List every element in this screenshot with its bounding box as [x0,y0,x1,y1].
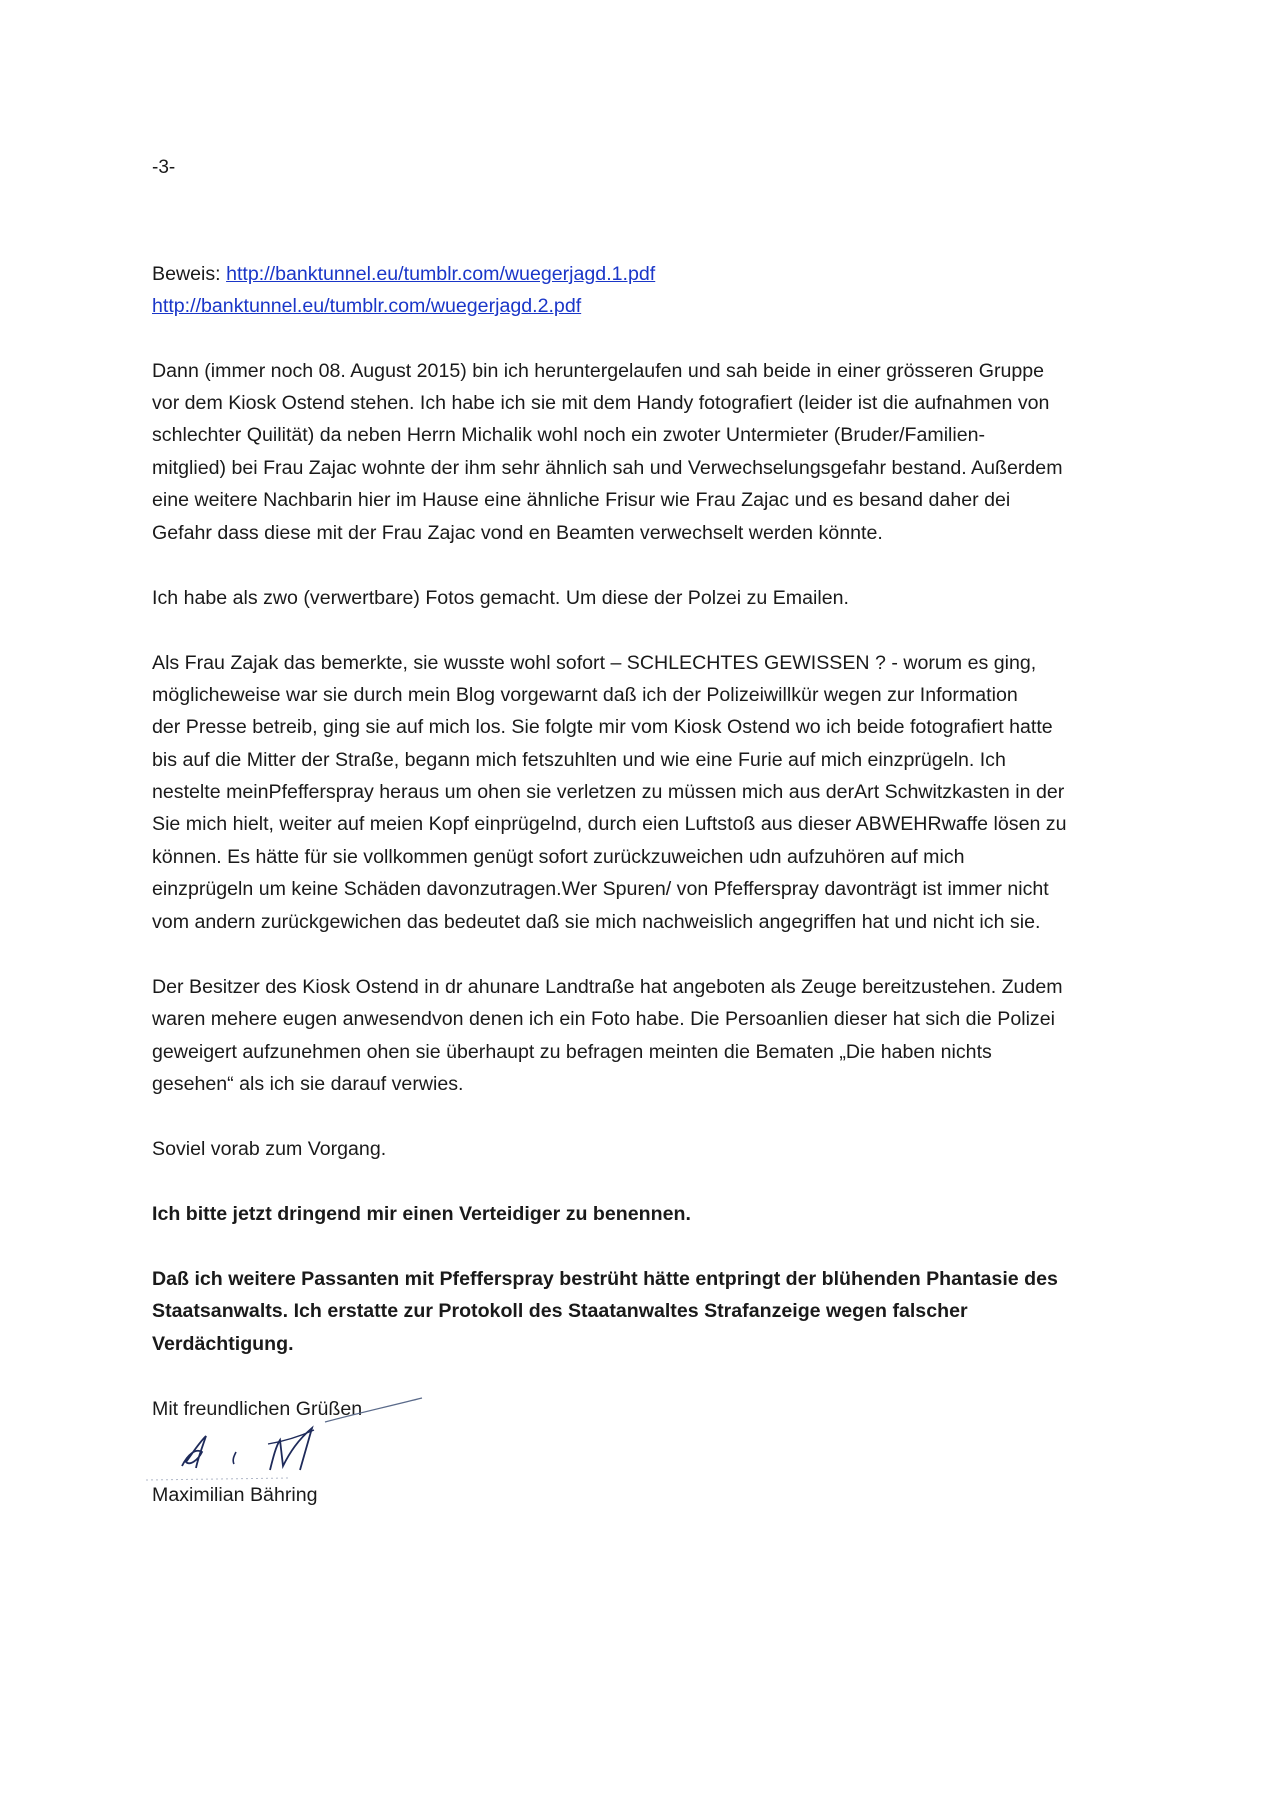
evidence-link-1[interactable]: http://banktunnel.eu/tumblr.com/wuegerjagd.1.pdf [226,263,656,285]
paragraph-line: Gefahr dass diese mit der Frau Zajac vond en Beamten verwechselt werden könnte. [152,522,883,544]
paragraph-line: möglicheweise war sie durch mein Blog vorgewarnt daß ich der Polizeiwillkür wegen zur Information [152,684,1018,706]
evidence-link-2[interactable]: http://banktunnel.eu/tumblr.com/wuegerjagd.2.pdf [152,295,582,317]
paragraph-line: Als Frau Zajak das bemerkte, sie wusste wohl sofort – SCHLECHTES GEWISSEN ? - worum es ging, [152,652,1037,674]
paragraph-line: können. Es hätte für sie vollkommen genügt sofort zurückzuweichen udn aufzuhören auf mich [152,846,965,868]
signature-name: Maximilian Bähring [152,1484,318,1506]
paragraph-line: schlechter Quilität) da neben Herrn Michalik wohl noch ein zwoter Untermieter (Bruder/Familien- [152,424,986,446]
paragraph-line: waren mehere eugen anwesendvon denen ich ein Foto habe. Die Persoanlien dieser hat sich die Polizei [152,1008,1055,1030]
paragraph-line: einzprügeln um keine Schäden davonzutragen.Wer Spuren/ von Pfefferspray davonträgt ist immer nicht [152,878,1049,900]
paragraph-line: der Presse betreib, ging sie auf mich los. Sie folgte mir vom Kiosk Ostend wo ich beide fotografiert hatte [152,716,1053,738]
evidence-line [152,262,655,286]
paragraph-line: Soviel vorab zum Vorgang. [152,1138,387,1160]
paragraph-line: Der Besitzer des Kiosk Ostend in dr ahunare Landtraße hat angeboten als Zeuge bereitzustehen. Zudem [152,976,1063,998]
closing-greeting: Mit freundlichen Grüßen [152,1398,363,1420]
page-number: -3- [152,157,176,178]
paragraph-line: eine weitere Nachbarin hier im Hause eine ähnliche Frisur wie Frau Zajac und es besand daher dei [152,489,1011,511]
paragraph-line: geweigert aufzunehmen ohen sie überhaupt zu befragen meinten die Bematen „Die haben nichts [152,1041,992,1063]
paragraph-line: nestelte meinPfefferspray heraus um ohen sie verletzen zu müssen mich aus derArt Schwitzkasten in der [152,781,1065,803]
evidence-line [152,294,581,318]
paragraph-line: vor dem Kiosk Ostend stehen. Ich habe ich sie mit dem Handy fotografiert (leider ist die aufnahmen von [152,392,1050,414]
paragraph-line: Dann (immer noch 08. August 2015) bin ich heruntergelaufen und sah beide in einer grösseren Gruppe [152,360,1045,382]
paragraph-line: mitglied) bei Frau Zajac wohnte der ihm sehr ähnlich sah und Verwechselungsgefahr bestand. Außerdem [152,457,1063,479]
paragraph-line: Sie mich hielt, weiter auf meien Kopf einprügelnd, durch eien Luftstoß aus dieser ABWEHRwaffe lösen zu [152,813,1067,835]
paragraph-line: gesehen“ als ich sie darauf verwies. [152,1073,464,1095]
bold-paragraph-line: Ich bitte jetzt dringend mir einen Verteidiger zu benennen. [152,1203,691,1225]
paragraph-line: bis auf die Mitter der Straße, begann mich fetszuhlten und wie eine Furie auf mich einzprügeln. Ich [152,749,1006,771]
handwritten-signature [140,1396,440,1488]
bold-paragraph-line: Verdächtigung. [152,1333,294,1355]
paragraph-line: vom andern zurückgewichen das bedeutet daß sie mich nachweislich angegriffen hat und nicht ich sie. [152,911,1041,933]
bold-paragraph-line: Daß ich weitere Passanten mit Pfefferspray bestrüht hätte entpringt der blühenden Phantasie des [152,1268,1058,1290]
evidence-label: Beweis: [152,263,227,285]
paragraph-line: Ich habe als zwo (verwertbare) Fotos gemacht. Um diese der Polzei zu Emailen. [152,587,849,609]
bold-paragraph-line: Staatsanwalts. Ich erstatte zur Protokoll des Staatanwaltes Strafanzeige wegen falscher [152,1300,968,1322]
